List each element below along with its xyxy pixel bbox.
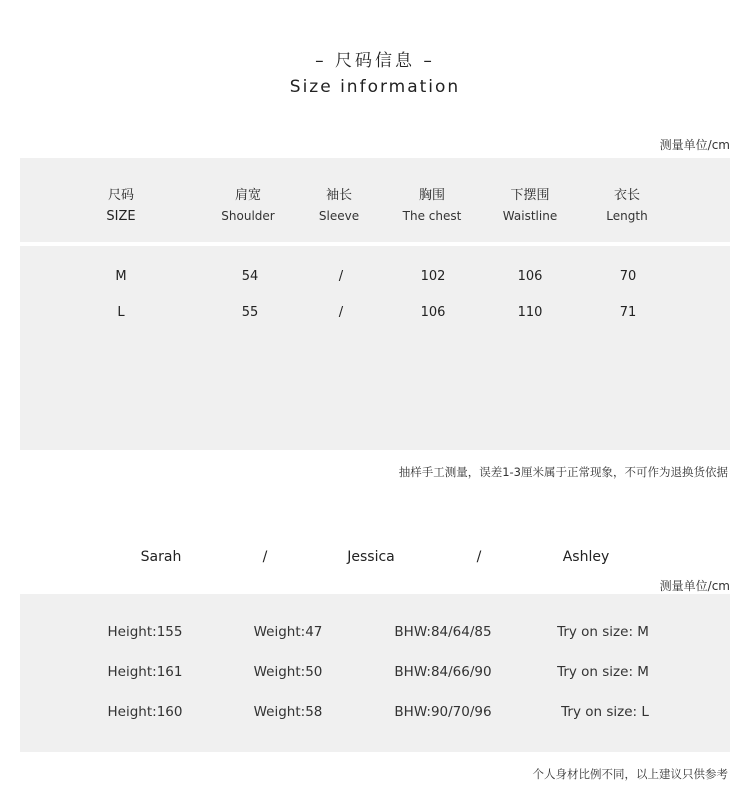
model-name-ashley: Ashley (562, 549, 610, 565)
table-cell: M (115, 269, 127, 284)
table-cell: L (117, 305, 125, 320)
model-weight: Weight:47 (253, 624, 323, 640)
model-height: Height:160 (107, 704, 183, 720)
table-cell: 71 (619, 305, 637, 320)
table-cell: / (338, 269, 344, 284)
model-separator: / (262, 549, 268, 565)
page-title-cn: – 尺码信息 – (315, 51, 435, 71)
col-header-cn: 肩宽 (234, 188, 261, 203)
model-try-size: Try on size: M (557, 624, 649, 640)
model-unit-label: 测量单位/cm (659, 579, 730, 593)
model-height: Height:161 (107, 664, 183, 680)
size-unit-label: 测量单位/cm (659, 138, 730, 152)
model-table (20, 594, 730, 752)
col-header-size (71, 184, 171, 224)
model-name-sarah: Sarah (140, 549, 182, 565)
reference-note: 个人身材比例不同，以上建议只供参考 (532, 767, 728, 781)
table-cell: 110 (517, 305, 543, 320)
col-header-en: Sleeve (318, 209, 360, 223)
table-cell: 70 (619, 269, 637, 284)
model-try-size: Try on size: M (557, 664, 649, 680)
model-bhw: BHW:84/64/85 (394, 624, 492, 640)
col-header-cn: 袖长 (325, 188, 352, 203)
table-cell: 106 (420, 305, 446, 320)
col-header-shoulder (198, 184, 298, 223)
size-table-header (20, 158, 730, 242)
col-header-cn: 下摆围 (510, 188, 550, 203)
model-name-jessica: Jessica (347, 549, 395, 565)
model-try-size: Try on size: L (561, 704, 649, 720)
table-cell: 106 (517, 269, 543, 284)
col-header-en: The chest (402, 209, 462, 223)
table-cell: 54 (241, 269, 259, 284)
col-header-length (577, 184, 677, 223)
table-cell: 55 (241, 305, 259, 320)
col-header-cn: 衣长 (613, 188, 640, 203)
col-header-sleeve (289, 184, 389, 223)
table-cell: / (338, 305, 344, 320)
model-weight: Weight:50 (253, 664, 323, 680)
model-weight: Weight:58 (253, 704, 323, 720)
col-header-chest (382, 184, 482, 223)
col-header-cn: 尺码 (107, 188, 134, 203)
page-title-en: Size information (289, 77, 461, 97)
col-header-en: Waistline (502, 209, 558, 223)
model-bhw: BHW:84/66/90 (394, 664, 492, 680)
measurement-note: 抽样手工测量，误差1-3厘米属于正常现象，不可作为退换货依据 (398, 465, 728, 479)
model-separator: / (476, 549, 482, 565)
col-header-en: Length (606, 209, 648, 223)
table-cell: 102 (420, 269, 446, 284)
model-height: Height:155 (107, 624, 183, 640)
col-header-en: SIZE (106, 209, 136, 224)
col-header-cn: 胸围 (418, 188, 445, 203)
col-header-en: Shoulder (221, 209, 275, 223)
model-bhw: BHW:90/70/96 (394, 704, 492, 720)
col-header-waistline (480, 184, 580, 223)
size-table-body (20, 246, 730, 450)
